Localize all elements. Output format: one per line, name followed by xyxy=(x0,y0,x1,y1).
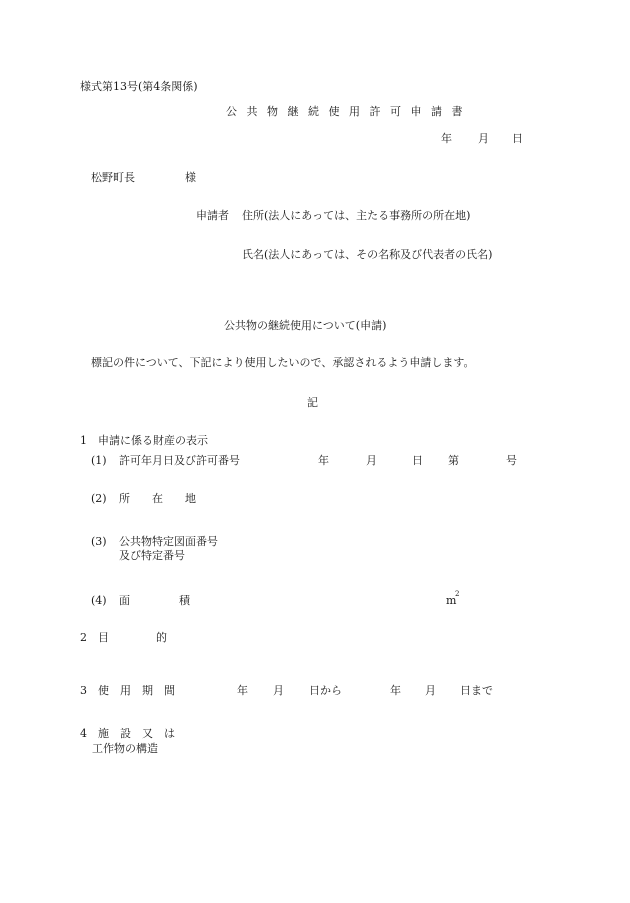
item1-sub4-number: (4) xyxy=(91,594,107,607)
period-from-year: 年 xyxy=(237,684,248,697)
item1-sub4-label-a: 面 xyxy=(119,594,130,607)
item1-heading: 1 申請に係る財産の表示 xyxy=(80,434,208,447)
period-to-year: 年 xyxy=(390,684,401,697)
item2-number: 2 xyxy=(80,631,87,644)
item2-label-b: 的 xyxy=(156,631,167,644)
date-year-label: 年 xyxy=(441,132,452,145)
applicant-address: 住所(法人にあっては、主たる事務所の所在地) xyxy=(242,209,471,222)
period-from-day: 日から xyxy=(309,684,342,697)
item1-sub2-label: 所 在 地 xyxy=(119,492,196,505)
ki-heading: 記 xyxy=(307,396,318,409)
item1-sub3-label-line2: 及び特定番号 xyxy=(119,549,185,562)
permit-dai-label: 第 xyxy=(448,454,459,467)
period-to-month: 月 xyxy=(425,684,436,697)
date-day-label: 日 xyxy=(512,132,523,145)
item1-sub1-label: 許可年月日及び許可番号 xyxy=(119,454,240,467)
form-number: 様式第13号(第4条関係) xyxy=(80,80,198,93)
body-text: 標記の件について、下記により使用したいので、承認されるよう申請します。 xyxy=(91,356,475,369)
permit-go-label: 号 xyxy=(506,454,517,467)
item1-sub2-number: (2) xyxy=(91,492,107,505)
form-title: 公 共 物 継 続 使 用 許 可 申 請 書 xyxy=(226,105,466,118)
date-month-label: 月 xyxy=(478,132,489,145)
area-unit: m 2 xyxy=(446,590,460,607)
addressee-name: 松野町長 xyxy=(91,171,135,184)
item4-number: 4 xyxy=(80,727,87,740)
period-from-month: 月 xyxy=(273,684,284,697)
item1-sub3-number: (3) xyxy=(91,535,107,548)
item3-label: 使 用 期 間 xyxy=(98,684,175,697)
permit-day-label: 日 xyxy=(412,454,423,467)
item1-sub1-number: (1) xyxy=(91,454,107,467)
permit-month-label: 月 xyxy=(366,454,377,467)
period-to-day: 日まで xyxy=(460,684,493,697)
applicant-label: 申請者 xyxy=(196,209,229,222)
subject-line: 公共物の継続使用について(申請) xyxy=(224,319,387,332)
item1-sub4-label-b: 積 xyxy=(179,594,190,607)
item2-label-a: 目 xyxy=(98,631,109,644)
addressee-honorific: 様 xyxy=(185,171,196,184)
applicant-name: 氏名(法人にあっては、その名称及び代表者の氏名) xyxy=(242,248,493,261)
item3-number: 3 xyxy=(80,684,87,697)
item1-sub3-label-line1: 公共物特定図面番号 xyxy=(119,535,218,548)
permit-year-label: 年 xyxy=(318,454,329,467)
item4-label-line2: 工作物の構造 xyxy=(92,742,158,755)
area-unit-superscript: 2 xyxy=(455,590,460,598)
item4-label-line1: 施 設 又 は xyxy=(98,727,175,740)
